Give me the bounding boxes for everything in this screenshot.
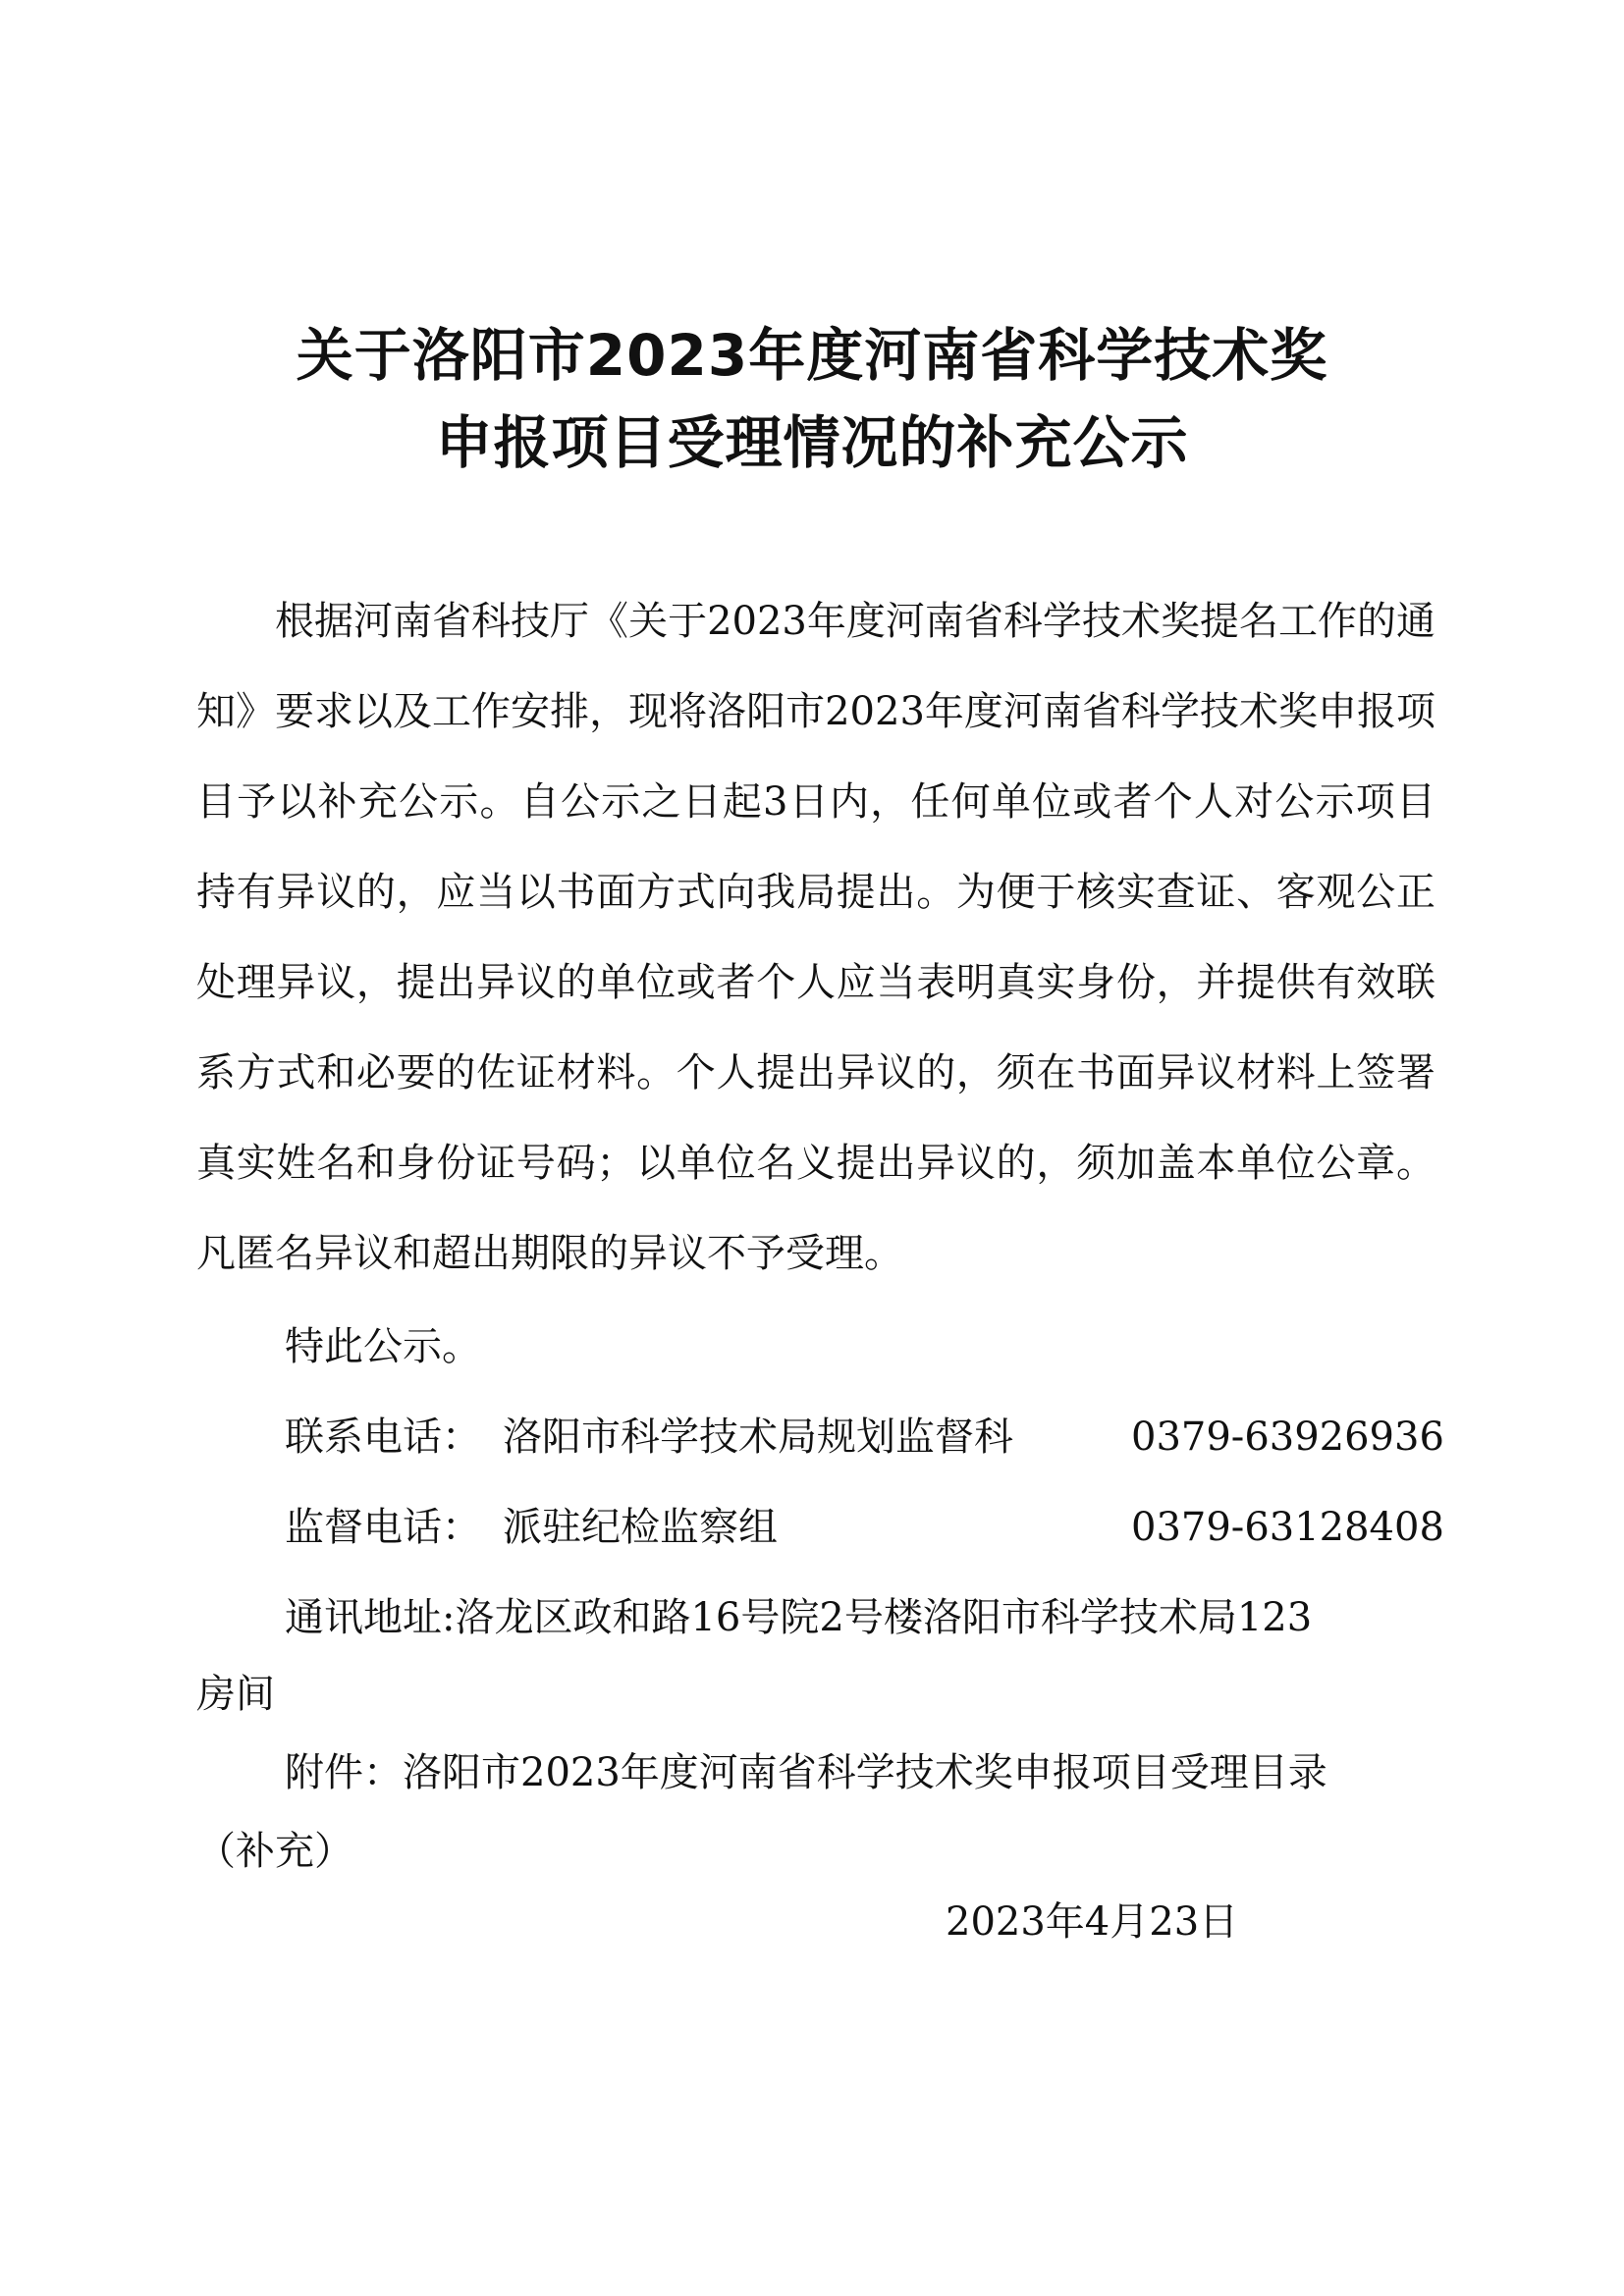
supervision-phone-org: 派驻纪检监察组 — [503, 1505, 778, 1550]
contact-phone-row — [285, 1415, 1444, 1460]
mailing-address-line-2: 房间 — [196, 1672, 275, 1717]
contact-phone-number: 0379-63926936 — [1131, 1415, 1444, 1460]
document-title-line-2: 申报项目受理情况的补充公示 — [435, 409, 1189, 476]
notice-body-paragraph: 根据河南省科技厅《关于2023年度河南省科学技术奖提名工作的通知》要求以及工作安排，现将洛阳市2023年度河南省科学技术奖申报项目予以补充公示。自公示之日起3日内，任何单位或者个人对公示项目持有异议的，应当以书面方式向我局提出。为便于核实查证、客观公正处理异议，提出异议的单位或者个人应当表明真实身份，并提供有效联系方式和必要的佐证材料。个人提出异议的，须在书面异议材料上签署真实姓名和身份证号码；以单位名义提出异议的，须加盖本单位公章。凡匿名异议和超出期限的异议不予受理。 — [196, 599, 1435, 1276]
contact-phone-org: 洛阳市科学技术局规划监督科 — [503, 1415, 1013, 1460]
attachment-line-1: 附件：洛阳市2023年度河南省科学技术奖申报项目受理目录 — [285, 1750, 1327, 1795]
closing-statement: 特此公示。 — [285, 1324, 481, 1369]
contact-phone-label: 联系电话： — [285, 1415, 481, 1460]
supervision-phone-number: 0379-63128408 — [1131, 1505, 1444, 1550]
supervision-phone-row — [285, 1505, 1444, 1550]
attachment-line-2: （补充） — [196, 1829, 353, 1874]
document-title-line-1: 关于洛阳市2023年度河南省科学技术奖 — [296, 322, 1328, 389]
document-date: 2023年4月23日 — [946, 1899, 1239, 1945]
supervision-phone-label: 监督电话： — [285, 1505, 481, 1550]
mailing-address-line-1: 通讯地址:洛龙区政和路16号院2号楼洛阳市科学技术局123 — [285, 1595, 1313, 1640]
